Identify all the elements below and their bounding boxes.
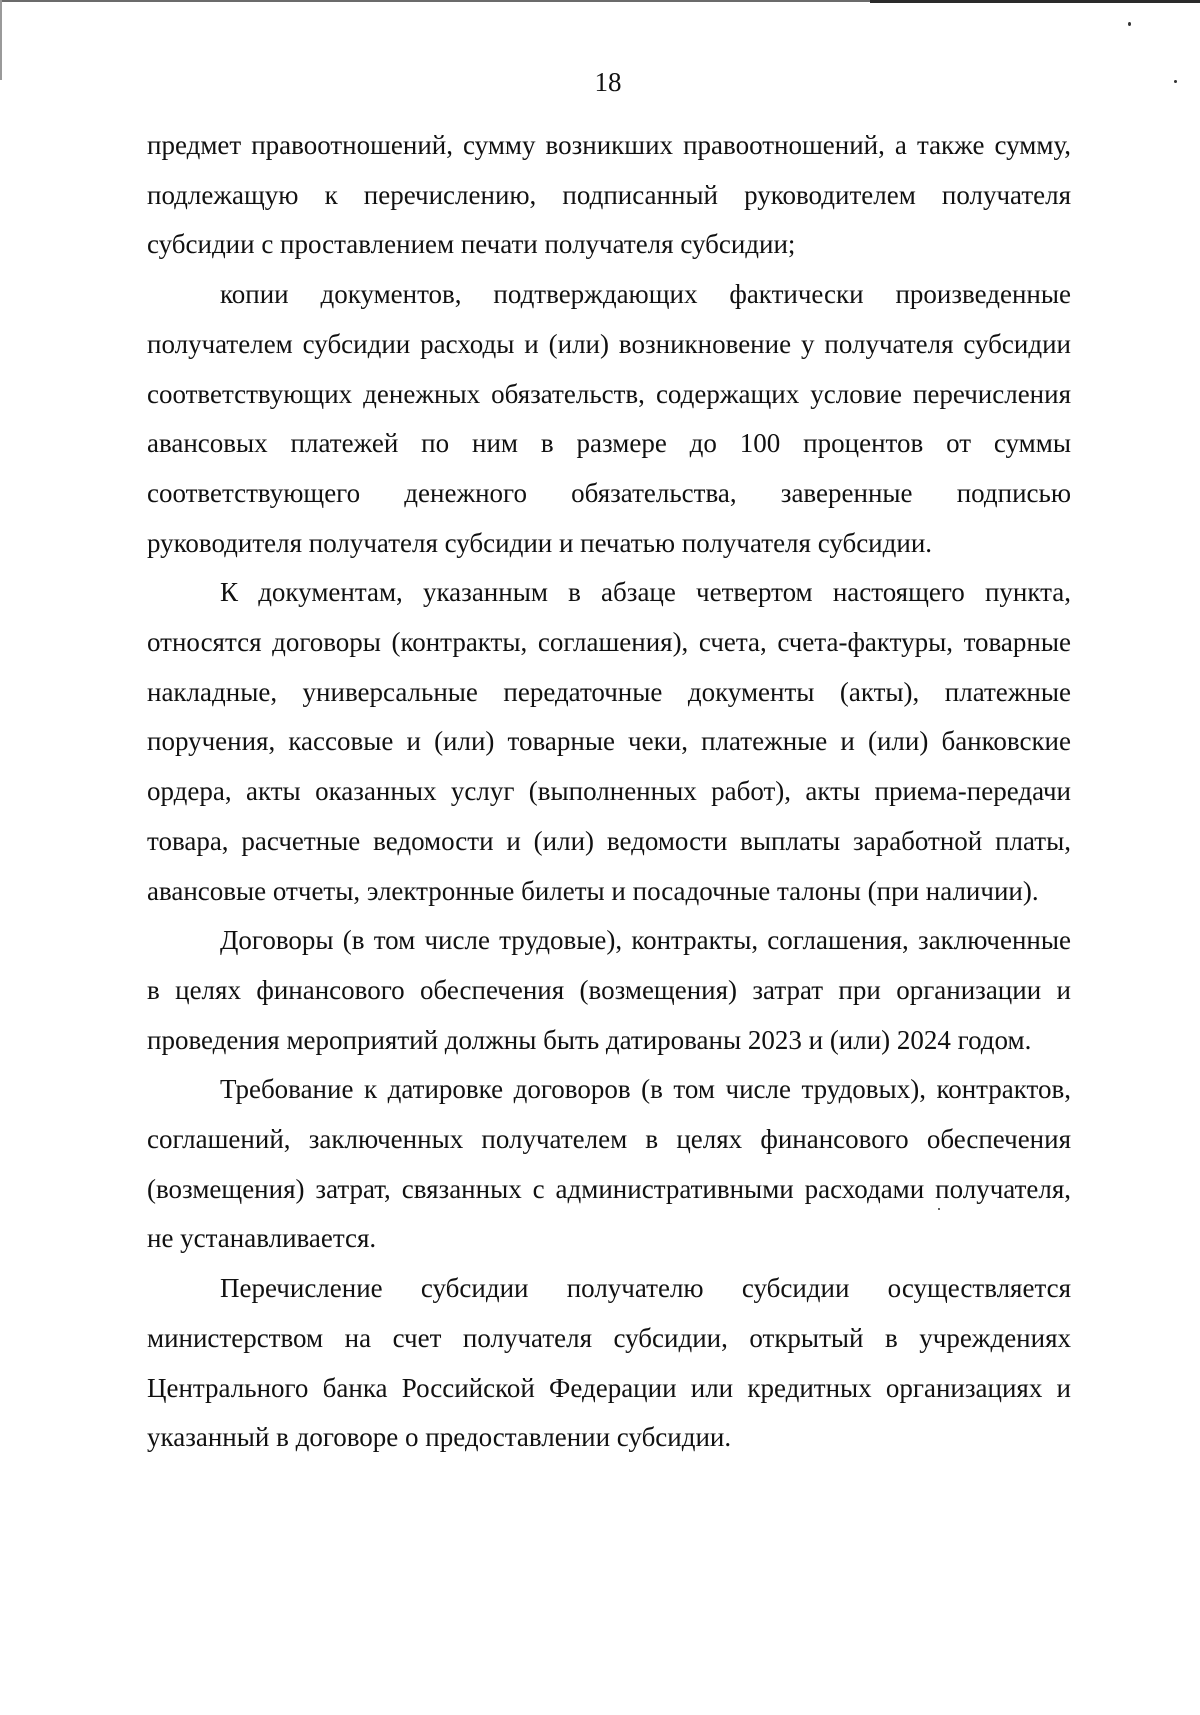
paragraph: К документам, указанным в абзаце четвертом настоящего пункта, относятся договоры (контракты, соглашения), счета, счета-фактуры, товарные накладные, универсальные передаточные документы (акты), платежные поручения, кассовые и (или) товарные чеки, платежные и (или) банковские ордера, акты оказанных услуг (выполненных работ), акты приема-передачи товара, расчетные ведомости и (или) ведомости выплаты заработной платы, авансовые отчеты, электронные билеты и посадочные талоны (при наличии).: [147, 577, 1071, 906]
paragraph: Договоры (в том числе трудовые), контракты, соглашения, заключенные в целях финансового обеспечения (возмещения) затрат при организации и проведения мероприятий должны быть датированы 2023 и (или) 2024 годом.: [147, 925, 1071, 1055]
paragraph: Требование к датировке договоров (в том числе трудовых), контрактов, соглашений, заключенных получателем в целях финансового обеспечения (возмещения) затрат, связанных с административными расходами получателя, не устанавливается.: [147, 1074, 1071, 1254]
page-number: 18: [594, 67, 622, 97]
paragraph: копии документов, подтверждающих фактически произведенные получателем субсидии расходы и (или) возникновение у получателя субсидии соответствующих денежных обязательств, содержащих условие перечисления авансовых платежей по ним в размере до 100 процентов от суммы соответствующего денежного обязательства, заверенные подписью руководителя получателя субсидии и печатью получателя субсидии.: [147, 279, 1071, 558]
scan-speck: [1128, 22, 1131, 26]
scan-top-edge-dark: [870, 0, 1200, 3]
paragraph: Перечисление субсидии получателю субсидии осуществляется министерством на счет получателя субсидии, открытый в учреждениях Центрального банка Российской Федерации или кредитных организациях и указанный в договоре о предоставлении субсидии.: [147, 1273, 1071, 1453]
document-body: [147, 121, 1071, 1463]
paragraph: предмет правоотношений, сумму возникших правоотношений, а также сумму, подлежащую к перечислению, подписанный руководителем получателя субсидии с проставлением печати получателя субсидии;: [147, 130, 1071, 260]
